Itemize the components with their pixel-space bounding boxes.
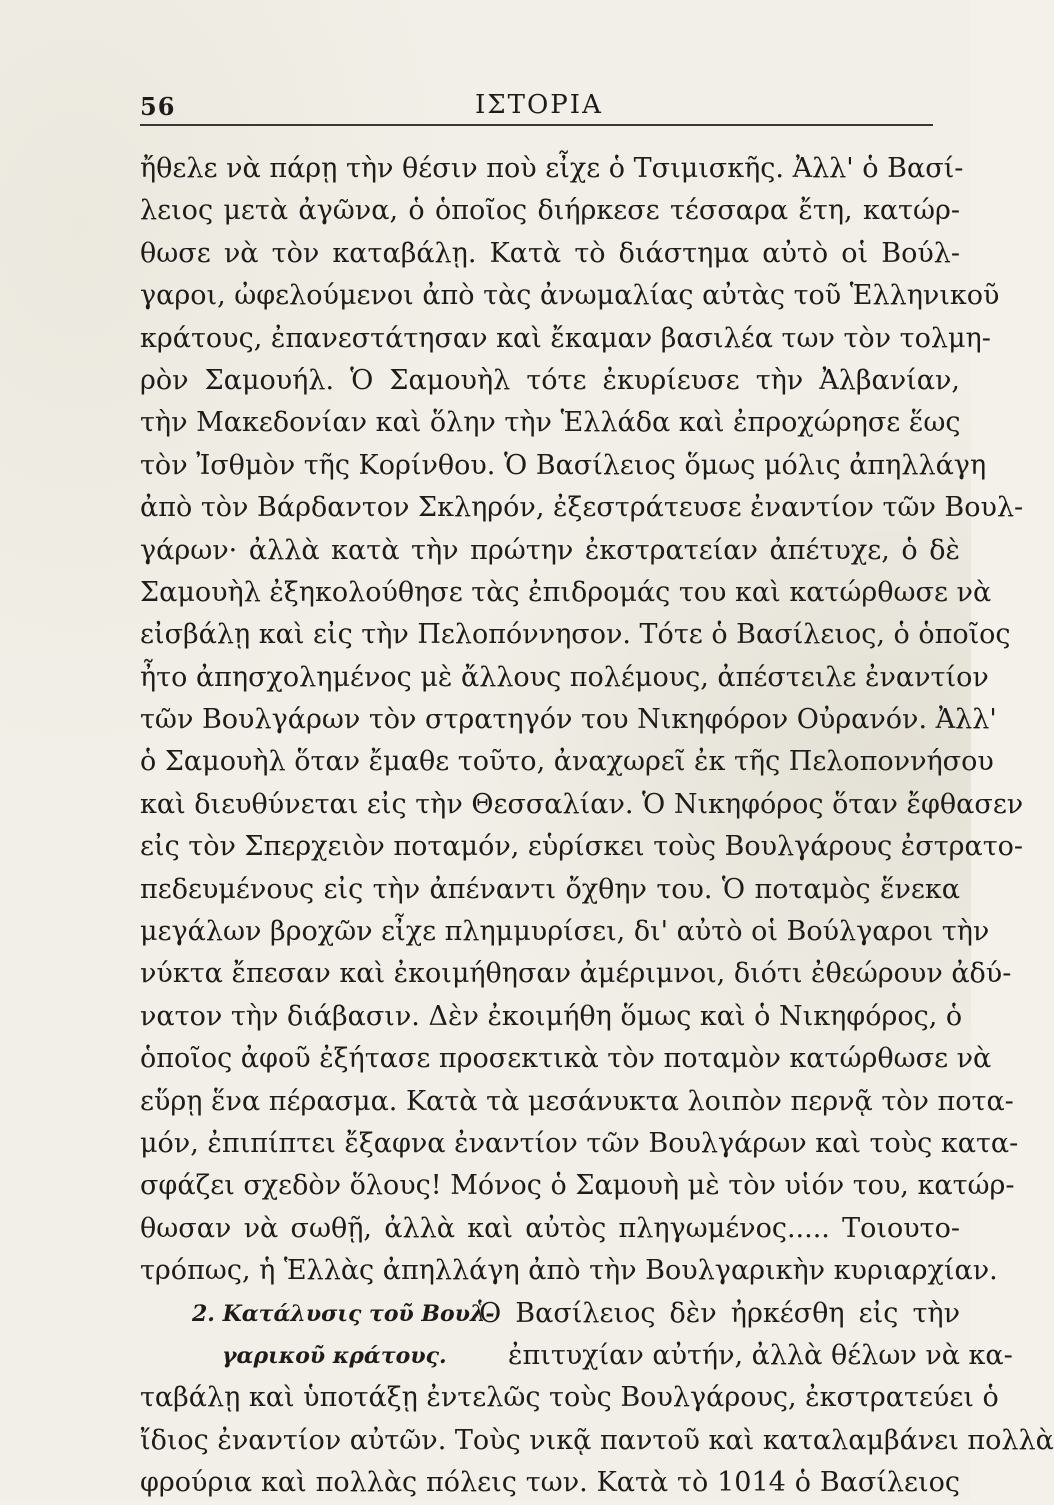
body-text bbox=[140, 148, 1054, 1505]
text-line: θωσε νὰ τὸν καταβάλῃ. Κατὰ τὸ διάστημα αὐτὸ οἱ Βούλ- bbox=[140, 237, 960, 269]
text-line: τὸν Ἰσθμὸν τῆς Κορίνθου. Ὁ Βασίλειος ὅμως μόλις ἀπηλλάγη bbox=[140, 449, 987, 481]
text-line: μόν, ἐπιπίπτει ἔξαφνα ἐναντίον τῶν Βουλγάρων καὶ τοὺς κατα- bbox=[140, 1127, 1019, 1159]
text-line: εὕρῃ ἕνα πέρασμα. Κατὰ τὰ μεσάνυκτα λοιπὸν περνᾷ τὸν ποτα- bbox=[140, 1085, 1014, 1117]
text-line: σφάζει σχεδὸν ὅλους! Μόνος ὁ Σαμουὴ μὲ τὸν υἱόν του, κατώρ- bbox=[140, 1170, 1015, 1202]
text-line: μεγάλων βροχῶν εἶχε πλημμυρίσει, δι' αὐτὸ οἱ Βούλγαροι τὴν bbox=[140, 916, 990, 948]
text-line: εἰσβάλῃ καὶ εἰς τὴν Πελοπόννησον. Τότε ὁ Βασίλειος, ὁ ὁποῖος bbox=[140, 619, 1011, 651]
text-line: καὶ διευθύνεται εἰς τὴν Θεσσαλίαν. Ὁ Νικηφόρος ὅταν ἔφθασεν bbox=[140, 788, 1024, 820]
text-line: Ὁ Βασίλειος δὲν ἠρκέσθη εἰς τὴν bbox=[478, 1297, 960, 1329]
page-number: 56 bbox=[140, 92, 176, 121]
section-heading-line-2 bbox=[140, 1335, 1013, 1377]
text-line: πεδευμένους εἰς τὴν ἀπέναντι ὄχθην του. Ὁ ποταμὸς ἕνεκα bbox=[140, 873, 960, 905]
text-line: ἀπὸ τὸν Βάρδαντον Σκληρόν, ἐξεστράτευσε ἐναντίον τῶν Βουλ- bbox=[140, 492, 1024, 524]
text-line: ἴδιος ἐναντίον αὐτῶν. Τοὺς νικᾷ παντοῦ καὶ καταλαμβάνει πολλὰ bbox=[140, 1424, 1054, 1456]
text-line: ὁ Σαμουὴλ ὅταν ἔμαθε τοῦτο, ἀναχωρεῖ ἐκ τῆς Πελοποννήσου bbox=[140, 746, 994, 778]
text-line: ἦτο ἀπησχολημένος μὲ ἄλλους πολέμους, ἀπέστειλε ἐναντίον bbox=[140, 661, 989, 693]
text-line: ρὸν Σαμουήλ. Ὁ Σαμουὴλ τότε ἐκυρίευσε τὴν Ἀλβανίαν, bbox=[140, 364, 960, 396]
section-heading-line-1 bbox=[140, 1293, 960, 1335]
header-rule bbox=[140, 124, 933, 126]
text-line: ὁποῖος ἀφοῦ ἐξήτασε προσεκτικὰ τὸν ποταμὸν κατώρθωσε νὰ bbox=[140, 1043, 992, 1075]
text-line: θωσαν νὰ σωθῇ, ἀλλὰ καὶ αὐτὸς πληγωμένος..... Τοιουτο- bbox=[140, 1212, 960, 1244]
section-sidenote: γαρικοῦ κράτους. bbox=[222, 1342, 447, 1369]
text-line: τῶν Βουλγάρων τὸν στρατηγόν του Νικηφόρον Οὐρανόν. Ἀλλ' bbox=[140, 704, 997, 736]
text-line: Σαμουὴλ ἐξηκολούθησε τὰς ἐπιδρομάς του καὶ κατώρθωσε νὰ bbox=[140, 576, 992, 608]
running-head: ΙΣΤΟΡΙΑ bbox=[475, 90, 603, 120]
text-line: τὴν Μακεδονίαν καὶ ὅλην τὴν Ἑλλάδα καὶ ἐπροχώρησε ἕως bbox=[140, 407, 961, 439]
text-line: κράτους, ἐπανεστάτησαν καὶ ἔκαμαν βασιλέα των τὸν τολμη- bbox=[140, 322, 991, 354]
section-sidenote: 2. Κατάλυσις τοῦ Βουλ- bbox=[192, 1300, 495, 1327]
text-line: γαροι, ὠφελούμενοι ἀπὸ τὰς ἀνωμαλίας αὐτὰς τοῦ Ἑλληνικοῦ bbox=[140, 280, 1000, 312]
text-line: νατον τὴν διάβασιν. Δὲν ἐκοιμήθη ὅμως καὶ ὁ Νικηφόρος, ὁ bbox=[140, 1000, 963, 1032]
text-line: ἐπιτυχίαν αὐτήν, ἀλλὰ θέλων νὰ κα- bbox=[508, 1339, 1013, 1371]
page-header bbox=[140, 86, 931, 126]
text-line: ταβάλῃ καὶ ὑποτάξῃ ἐντελῶς τοὺς Βουλγάρους, ἐκστρατεύει ὁ bbox=[140, 1382, 999, 1414]
text-line: εἰς τὸν Σπερχειὸν ποταμόν, εὑρίσκει τοὺς Βουλγάρους ἐστρατο- bbox=[140, 831, 1024, 863]
text-line: γάρων· ἀλλὰ κατὰ τὴν πρώτην ἐκστρατείαν ἀπέτυχε, ὁ δὲ bbox=[140, 534, 960, 566]
text-line: ἤθελε νὰ πάρῃ τὴν θέσιν ποὺ εἶχε ὁ Τσιμισκῆς. Ἀλλ' ὁ Βασί- bbox=[140, 153, 964, 184]
paragraph-last-line: τρόπως, ἡ Ἑλλὰς ἀπηλλάγη ἀπὸ τὴν Βουλγαρικὴν κυριαρχίαν. bbox=[140, 1255, 998, 1287]
text-line: λειος μετὰ ἀγῶνα, ὁ ὁποῖος διήρκεσε τέσσαρα ἔτη, κατώρ- bbox=[140, 195, 960, 227]
text-line: νύκτα ἔπεσαν καὶ ἐκοιμήθησαν ἀμέριμνοι, διότι ἐθεώρουν ἀδύ- bbox=[140, 958, 1012, 990]
text-line: φρούρια καὶ πολλὰς πόλεις των. Κατὰ τὸ 1014 ὁ Βασίλειος bbox=[140, 1467, 960, 1499]
